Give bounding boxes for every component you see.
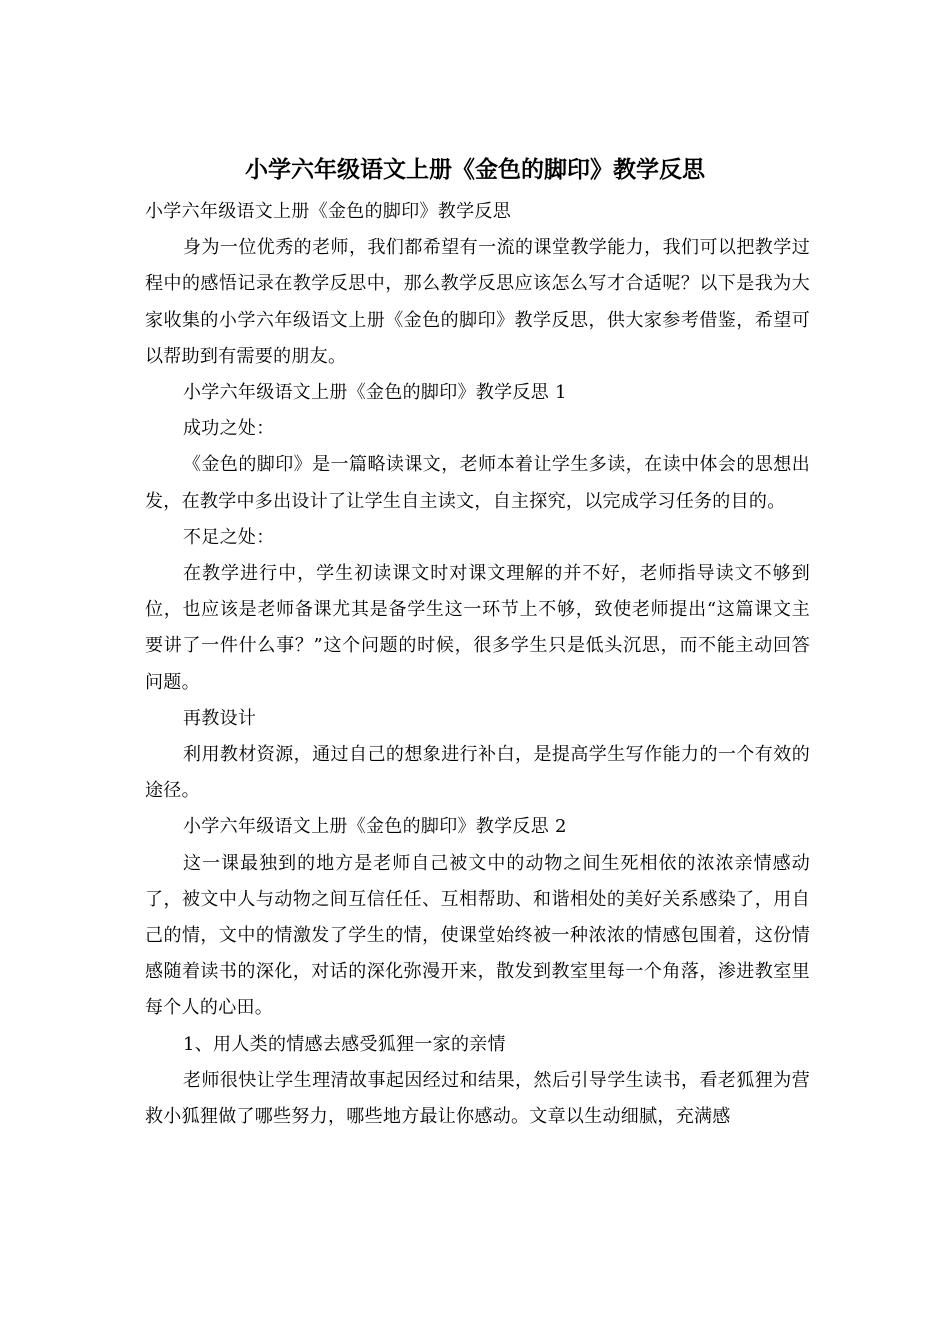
shortcoming-paragraph: 在教学进行中，学生初读课文时对课文理解的并不好，老师指导读文不够到位，也应该是老师备课尤其是备学生这一环节上不够，致使老师提出“这篇课文主要讲了一件什么事？”这个问题的时候，很多学生只是低头沉思，而不能主动回答问题。 xyxy=(145,563,810,693)
success-paragraph: 《金色的脚印》是一篇略读课文，老师本着让学生多读，在读中体会的思想出发，在教学中多出设计了让学生自主读文，自主探究，以完成学习任务的目的。 xyxy=(145,454,810,512)
intro-paragraph: 身为一位优秀的老师，我们都希望有一流的课堂教学能力，我们可以把教学过程中的感悟记录在教学反思中，那么教学反思应该怎么写才合适呢？以下是我为大家收集的小学六年级语文上册《金色的脚印》教学反思，供大家参考借鉴，希望可以帮助到有需要的朋友。 xyxy=(145,237,810,367)
document-subtitle: 小学六年级语文上册《金色的脚印》教学反思 xyxy=(145,201,511,222)
document-title: 小学六年级语文上册《金色的脚印》教学反思 xyxy=(245,156,705,183)
section-heading-1: 小学六年级语文上册《金色的脚印》教学反思 1 xyxy=(183,382,567,404)
section-2-paragraph: 这一课最独到的地方是老师自己被文中的动物之间生死相依的浓浓亲情感动了，被文中人与动物之间互信任任、互相帮助、和谐相处的美好关系感染了，用自己的情，文中的情激发了学生的情，使课堂始终被一种浓浓的情感包围着，这份情感随着读书的深化，对话的深化弥漫开来，散发到教室里每一个角落，渗进教室里每个人的心田。 xyxy=(145,852,810,1019)
point-1-heading: 1、用人类的情感去感受狐狸一家的亲情 xyxy=(183,1033,506,1055)
redesign-heading: 再教设计 xyxy=(183,707,257,729)
section-heading-2: 小学六年级语文上册《金色的脚印》教学反思 2 xyxy=(183,816,567,838)
point-1-paragraph: 老师很快让学生理清故事起因经过和结果，然后引导学生读书，看老狐狸为营救小狐狸做了哪些努力，哪些地方最让你感动。文章以生动细腻，充满感 xyxy=(145,1069,810,1128)
success-heading: 成功之处： xyxy=(183,418,275,440)
document-body xyxy=(145,194,810,1135)
redesign-paragraph: 利用教材资源，通过自己的想象进行补白，是提高学生写作能力的一个有效的途径。 xyxy=(145,744,810,802)
shortcoming-heading: 不足之处： xyxy=(183,526,275,548)
